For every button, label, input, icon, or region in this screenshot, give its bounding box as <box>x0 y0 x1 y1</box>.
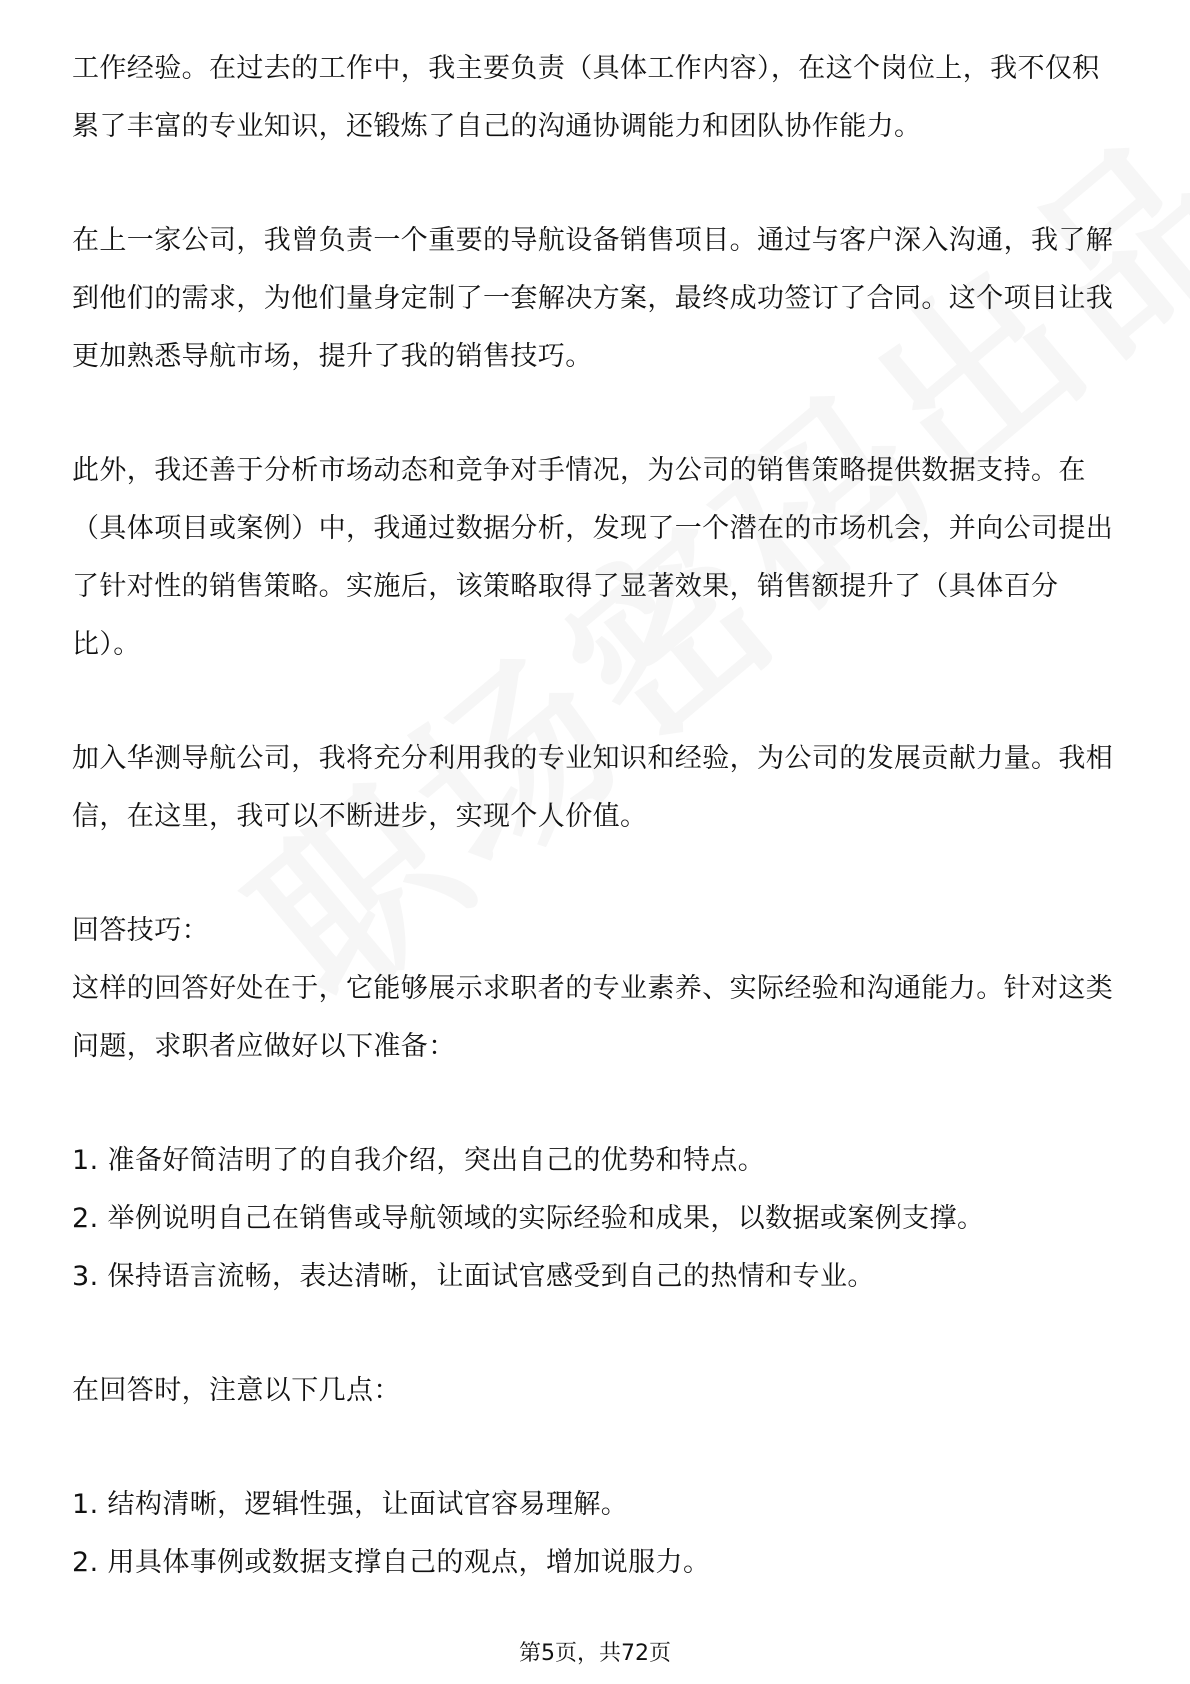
page-number: 第5页，共72页 <box>519 1641 671 1666</box>
paragraph-market-analysis: 此外，我还善于分析市场动态和竞争对手情况，为公司的销售策略提供数据支持。在（具体项目或案例）中，我通过数据分析，发现了一个潜在的市场机会，并向公司提出了针对性的销售策略。实施后，该策略取得了显著效果，销售额提升了（具体百分比）。 <box>72 455 1114 660</box>
notes-list-item: 2. 用具体事例或数据支撑自己的观点，增加说服力。 <box>72 1547 711 1578</box>
paragraph-work-experience: 工作经验。在过去的工作中，我主要负责（具体工作内容），在这个岗位上，我不仅积累了丰富的专业知识，还锻炼了自己的沟通协调能力和团队协作能力。 <box>72 53 1100 142</box>
notes-list-item: 1. 结构清晰，逻辑性强，让面试官容易理解。 <box>72 1489 629 1520</box>
tips-heading: 回答技巧： <box>72 915 209 946</box>
document-body <box>72 40 1118 1592</box>
prep-list-item: 3. 保持语言流畅，表达清晰，让面试官感受到自己的热情和专业。 <box>72 1261 875 1292</box>
paragraph-previous-company: 在上一家公司，我曾负责一个重要的导航设备销售项目。通过与客户深入沟通，我了解到他们的需求，为他们量身定制了一套解决方案，最终成功签订了合同。这个项目让我更加熟悉导航市场，提升了我的销售技巧。 <box>72 225 1114 372</box>
notes-heading: 在回答时，注意以下几点： <box>72 1375 401 1406</box>
prep-list-item: 2. 举例说明自己在销售或导航领域的实际经验和成果，以数据或案例支撑。 <box>72 1203 985 1234</box>
paragraph-joining-company: 加入华测导航公司，我将充分利用我的专业知识和经验，为公司的发展贡献力量。我相信，在这里，我可以不断进步，实现个人价值。 <box>72 743 1114 832</box>
tips-intro: 这样的回答好处在于，它能够展示求职者的专业素养、实际经验和沟通能力。针对这类问题，求职者应做好以下准备： <box>72 973 1114 1062</box>
prep-list-item: 1. 准备好简洁明了的自我介绍，突出自己的优势和特点。 <box>72 1145 766 1176</box>
